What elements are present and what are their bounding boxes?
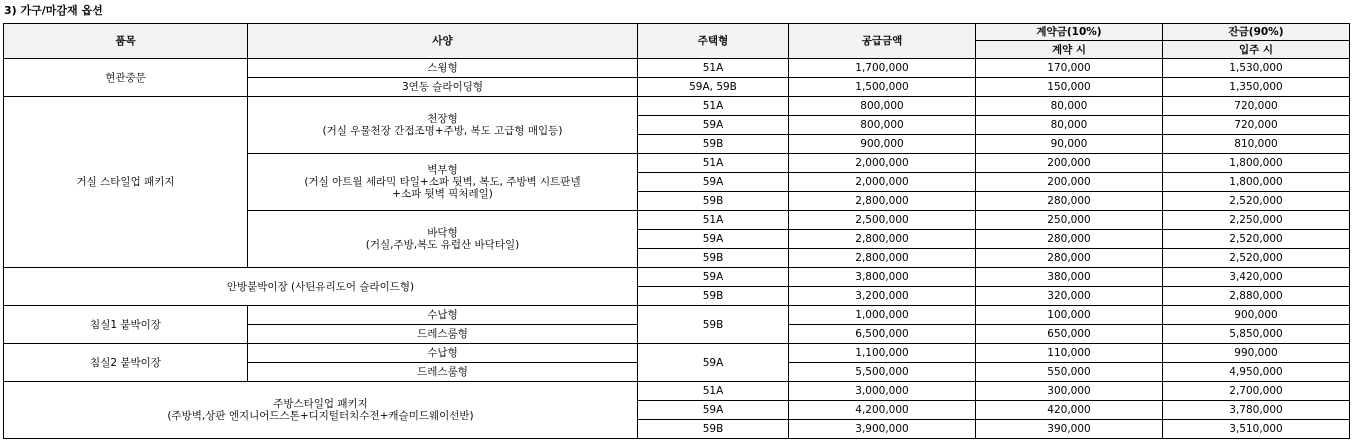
- cell-type: 51A: [638, 154, 789, 173]
- cell-deposit: 420,000: [976, 401, 1163, 420]
- cell-type: 59A, 59B: [638, 78, 789, 97]
- section-title: 3) 가구/마감재 옵션: [4, 4, 103, 17]
- header-item: 품목: [4, 24, 248, 59]
- cell-deposit: 280,000: [976, 249, 1163, 268]
- spec-sliding: 3연동 슬라이딩형: [248, 78, 638, 97]
- cell-price: 2,800,000: [789, 249, 976, 268]
- cell-price: 800,000: [789, 97, 976, 116]
- table-row: [4, 268, 1350, 287]
- cell-balance: 3,420,000: [1163, 268, 1350, 287]
- group-kitchen-line1: 주방스타일업 패키지: [273, 398, 368, 410]
- spec-wall-line3: +소파 뒷벽 픽처레일): [392, 188, 493, 200]
- cell-deposit: 80,000: [976, 97, 1163, 116]
- cell-price: 3,900,000: [789, 420, 976, 439]
- spec-floor-line2: (거실,주방,복도 유럽산 바닥타일): [365, 239, 520, 251]
- cell-balance: 2,880,000: [1163, 287, 1350, 306]
- cell-deposit: 550,000: [976, 363, 1163, 382]
- cell-type: 51A: [638, 97, 789, 116]
- cell-type: 59B: [638, 135, 789, 154]
- cell-deposit: 100,000: [976, 306, 1163, 325]
- cell-balance: 3,780,000: [1163, 401, 1350, 420]
- cell-type: 59B: [638, 306, 789, 344]
- cell-balance: 4,950,000: [1163, 363, 1350, 382]
- group-kitchen: [4, 382, 638, 439]
- spec-swing: 스윙형: [248, 59, 638, 78]
- cell-deposit: 650,000: [976, 325, 1163, 344]
- header-spec: 사양: [248, 24, 638, 59]
- cell-balance: 3,510,000: [1163, 420, 1350, 439]
- cell-price: 3,200,000: [789, 287, 976, 306]
- cell-balance: 1,350,000: [1163, 78, 1350, 97]
- cell-price: 5,500,000: [789, 363, 976, 382]
- cell-price: 1,700,000: [789, 59, 976, 78]
- cell-deposit: 380,000: [976, 268, 1163, 287]
- spec-dress2: 드레스룸형: [248, 363, 638, 382]
- cell-price: 3,800,000: [789, 268, 976, 287]
- cell-price: 2,500,000: [789, 211, 976, 230]
- cell-balance: 990,000: [1163, 344, 1350, 363]
- table-row: [4, 306, 1350, 325]
- spec-ceiling-line1: 천장형: [427, 113, 458, 125]
- spec-wall-line1: 벽부형: [427, 164, 458, 176]
- cell-price: 2,000,000: [789, 173, 976, 192]
- table-row: [4, 59, 1350, 78]
- cell-balance: 1,800,000: [1163, 173, 1350, 192]
- header-price: 공급금액: [789, 24, 976, 59]
- cell-price: 1,500,000: [789, 78, 976, 97]
- cell-deposit: 200,000: [976, 154, 1163, 173]
- cell-type: 59B: [638, 287, 789, 306]
- cell-type: 59B: [638, 249, 789, 268]
- cell-balance: 900,000: [1163, 306, 1350, 325]
- cell-balance: 2,520,000: [1163, 192, 1350, 211]
- header-deposit-sub: 계약 시: [976, 41, 1163, 59]
- cell-type: 59A: [638, 344, 789, 382]
- table-row: [4, 382, 1350, 401]
- group-entrance: 현관중문: [4, 59, 248, 97]
- cell-balance: 720,000: [1163, 97, 1350, 116]
- group-master: 안방붙박이장 (사틴유리도어 슬라이드형): [4, 268, 638, 306]
- cell-deposit: 250,000: [976, 211, 1163, 230]
- group-living: 거실 스타일업 패키지: [4, 97, 248, 268]
- cell-type: 59A: [638, 116, 789, 135]
- cell-price: 800,000: [789, 116, 976, 135]
- cell-balance: 810,000: [1163, 135, 1350, 154]
- cell-balance: 5,850,000: [1163, 325, 1350, 344]
- cell-balance: 2,700,000: [1163, 382, 1350, 401]
- options-table: [3, 23, 1350, 439]
- cell-deposit: 150,000: [976, 78, 1163, 97]
- cell-deposit: 320,000: [976, 287, 1163, 306]
- cell-type: 59B: [638, 192, 789, 211]
- cell-type: 59A: [638, 401, 789, 420]
- cell-type: 59A: [638, 268, 789, 287]
- cell-balance: 2,520,000: [1163, 249, 1350, 268]
- spec-floor: [248, 211, 638, 268]
- cell-deposit: 280,000: [976, 192, 1163, 211]
- header-type: 주택형: [638, 24, 789, 59]
- group-bed1: 침실1 붙박이장: [4, 306, 248, 344]
- cell-type: 59A: [638, 230, 789, 249]
- cell-balance: 2,250,000: [1163, 211, 1350, 230]
- cell-deposit: 90,000: [976, 135, 1163, 154]
- spec-ceiling: [248, 97, 638, 154]
- spec-storage1: 수납형: [248, 306, 638, 325]
- cell-price: 2,000,000: [789, 154, 976, 173]
- cell-price: 2,800,000: [789, 192, 976, 211]
- spec-ceiling-line2: (거실 우물천장 간접조명+주방, 복도 고급형 매입등): [322, 125, 563, 137]
- cell-deposit: 300,000: [976, 382, 1163, 401]
- cell-price: 6,500,000: [789, 325, 976, 344]
- cell-type: 59B: [638, 420, 789, 439]
- header-balance-sub: 입주 시: [1163, 41, 1350, 59]
- cell-type: 51A: [638, 59, 789, 78]
- cell-balance: 1,530,000: [1163, 59, 1350, 78]
- group-kitchen-line2: (주방벽,상판 엔지니어드스톤+디지털터치수전+캐슬미드웨이선반): [167, 410, 474, 422]
- cell-deposit: 80,000: [976, 116, 1163, 135]
- spec-floor-line1: 바닥형: [427, 227, 458, 239]
- spec-dress1: 드레스룸형: [248, 325, 638, 344]
- header-deposit: 계약금(10%): [976, 24, 1163, 41]
- cell-type: 51A: [638, 211, 789, 230]
- cell-balance: 2,520,000: [1163, 230, 1350, 249]
- cell-price: 3,000,000: [789, 382, 976, 401]
- cell-price: 1,000,000: [789, 306, 976, 325]
- cell-type: 51A: [638, 382, 789, 401]
- cell-balance: 1,800,000: [1163, 154, 1350, 173]
- spec-wall-line2: (거실 아트월 세라믹 타일+소파 뒷벽, 복도, 주방벽 시트판넬: [304, 176, 581, 188]
- cell-price: 900,000: [789, 135, 976, 154]
- header-balance: 잔금(90%): [1163, 24, 1350, 41]
- spec-wall: [248, 154, 638, 211]
- cell-balance: 720,000: [1163, 116, 1350, 135]
- table-row: [4, 344, 1350, 363]
- cell-type: 59A: [638, 173, 789, 192]
- cell-deposit: 110,000: [976, 344, 1163, 363]
- spec-storage2: 수납형: [248, 344, 638, 363]
- cell-deposit: 280,000: [976, 230, 1163, 249]
- cell-price: 4,200,000: [789, 401, 976, 420]
- cell-price: 2,800,000: [789, 230, 976, 249]
- cell-deposit: 390,000: [976, 420, 1163, 439]
- cell-price: 1,100,000: [789, 344, 976, 363]
- cell-deposit: 200,000: [976, 173, 1163, 192]
- group-bed2: 침실2 붙박이장: [4, 344, 248, 382]
- table-row: [4, 97, 1350, 116]
- cell-deposit: 170,000: [976, 59, 1163, 78]
